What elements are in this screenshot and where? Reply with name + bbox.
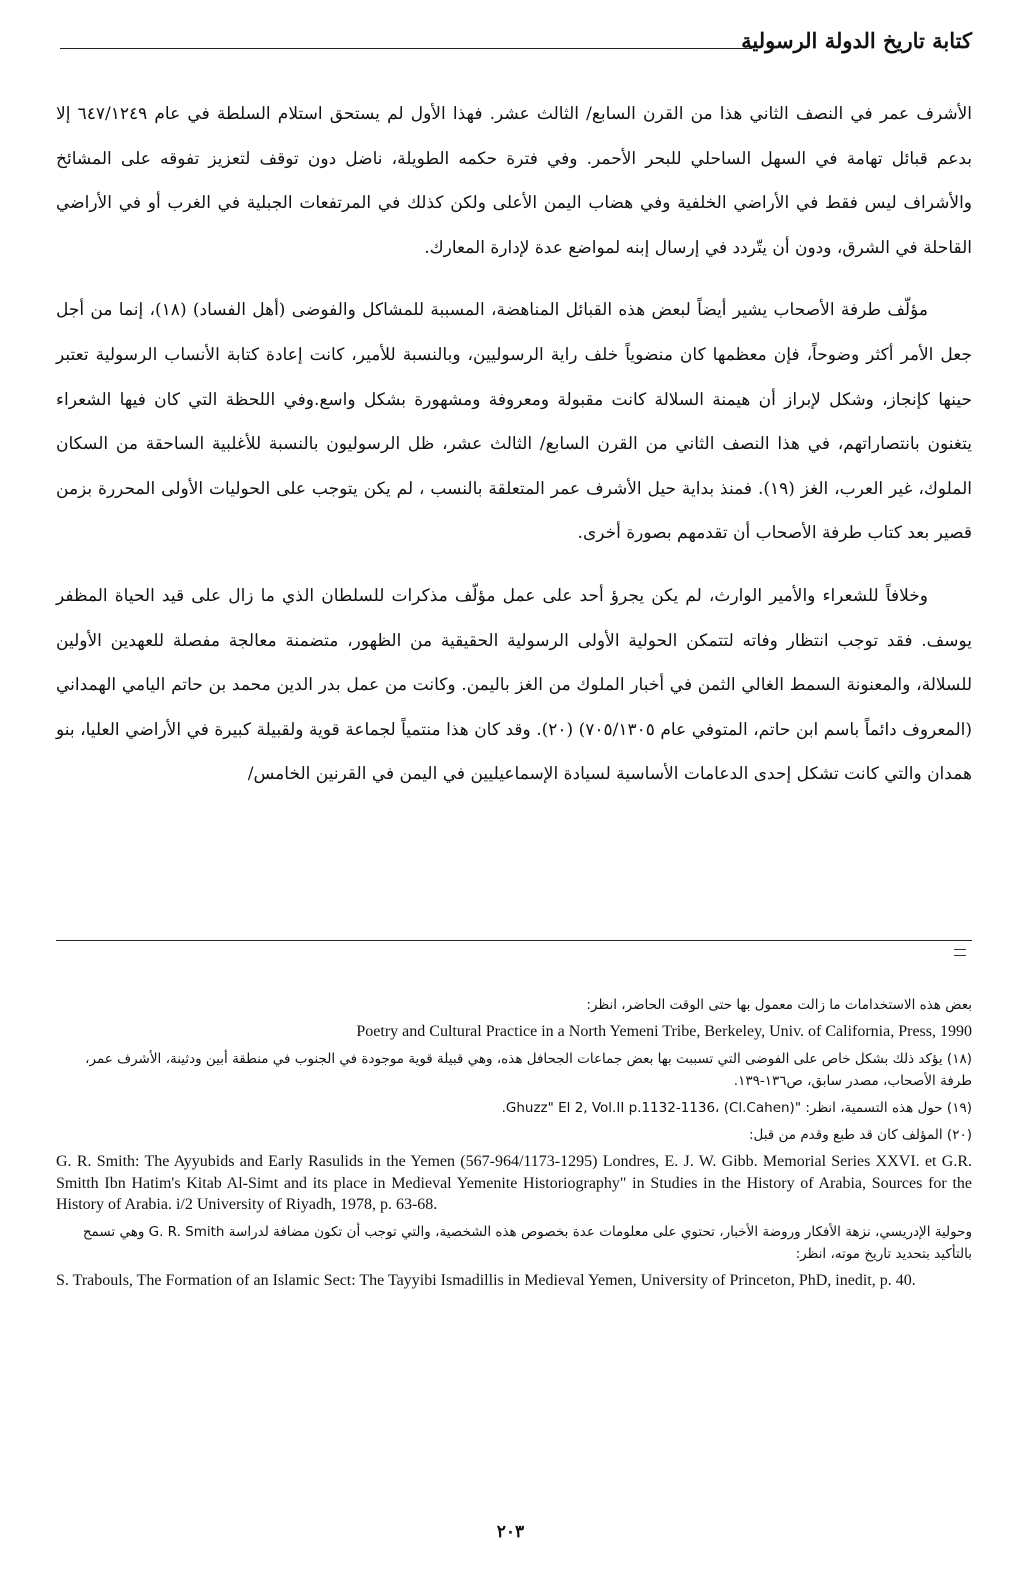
body-paragraph: مؤلّف طرفة الأصحاب يشير أيضاً لبعض هذه القبائل المناهضة، المسببة للمشاكل والفوضى (أهل الفساد) (١٨)، إنما من أجل جعل الأمر أكثر وضوحاً، فإن معظمها كان منضوياً خلف راية الرسوليين، وبالنسبة للأمير، كانت إعادة كتابة الأنساب الرسولية تعتبر حينها كإنجاز، وشكل لإبراز أن هيمنة السلالة كانت مقبولة ومعروفة ومشهورة بشكل واسع.وفي اللحظة التي كان فيها الشعراء يتغنون بانتصاراتهم، في هذا النصف الثاني من القرن السابع/ الثالث عشر، ظل الرسوليون بالنسبة للأغلبية الساحقة من السكان الملوك، غير العرب، الغز (١٩). فمنذ بداية حيل الأشرف عمر المتعلقة بالنسب ، لم يكن يتوجب على الحوليات الأولى المحررة بزمن قصير بعد كتاب طرفة الأصحاب أن تقدمهم بصورة أخرى. (56, 300, 972, 544)
footnote-18: (١٨) يؤكد ذلك بشكل خاص على الفوضى التي تسببت بها بعض جماعات الجحافل هذه، وهي قبيلة قوية موجودة في الجنوب في منطقة أبين ودثينة، الأشرف عمر، طرفة الأصحاب، مصدر سابق، ص١٣٦-١٣٩. (85, 1051, 972, 1089)
main-text (56, 92, 972, 815)
footnote-citation: S. Trabouls, The Formation of an Islamic Sect: The Tayyibi Ismadillis in Medieval Yemen, University of Princeton, PhD, inedit, p. 40. (56, 1271, 916, 1289)
footnote-line: وحولية الإدريسي، نزهة الأفكار وروضة الأخبار، تحتوي على معلومات عدة بخصوص هذه الشخصية، والتي توجب أن تكون مضافة لدراسة G. R. Smith وهي تسمح بالتأكيد بتحديد تاريخ موته، انظر: (82, 1223, 972, 1262)
body-paragraph: الأشرف عمر في النصف الثاني هذا من القرن السابع/ الثالث عشر. فهذا الأول لم يستحق استلام السلطة في عام ٦٤٧/١٢٤٩ إلا بدعم قبائل تهامة في السهل الساحلي للبحر الأحمر. وفي فترة حكمه الطويلة، ناضل دون توقف لتعزيز تفوقه على المشائخ والأشراف ليس فقط في الأراضي الخلفية وفي هضاب اليمن الأعلى ولكن كذلك في المرتفعات الجبلية في الغرب أو في الأراضي القاحلة في الشرق، ودون أن يتّردد في إرسال إبنه لمواضع عدة لإدارة المعارك. (56, 104, 973, 258)
header-rule (60, 48, 752, 49)
footnote-line: Poetry and Cultural Practice in a North Yemeni Tribe, Berkeley, Univ. of California, Press, 1990 (356, 1023, 972, 1040)
body-paragraph: وخلافاً للشعراء والأمير الوارث، لم يكن يجرؤ أحد على عمل مؤلّف مذكرات للسلطان الذي ما زال على قيد الحياة المظفر يوسف. فقد توجب انتظار وفاته لتتمكن الحولية الأولى الرسولية الحقيقية من الظهور، متضمنة معالجة مفصلة للعهدين الأولين للسلالة، والمعنونة السمط الغالي الثمن في أخبار الملوك من الغز باليمن. وكانت من عمل بدر الدين محمد بن حاتم اليامي الهمداني (المعروف دائماً باسم ابن حاتم، المتوفي عام ٧٠٥/١٣٠٥) (٢٠). وقد كان هذا منتمياً لجماعة قوية ولقبيلة كبيرة في الأراضي العليا، بنو همدان والتي كانت تشكل إحدى الدعامات الأساسية لسيادة الإسماعيليين في اليمن في القرنين الخامس/ (56, 585, 973, 785)
separator-mark (954, 949, 966, 956)
footnotes (56, 994, 972, 1296)
footnote-19: (١٩) حول هذه التسمية، انظر: "Ghuzz" El 2, Vol.II p.1132-1136، (Cl.Cahen). (501, 1100, 972, 1116)
footnote-separator (56, 940, 972, 941)
running-header (60, 28, 972, 68)
footnote-line: بعض هذه الاستخدامات ما زالت معمول بها حتى الوقت الحاضر، انظر: (586, 997, 972, 1013)
page-number: ٢٠٣ (496, 1522, 525, 1542)
footnote-citation: G. R. Smith: The Ayyubids and Early Rasulids in the Yemen (567-964/1173-1295) Londres, E. J. W. Gibb. Memorial Series XXVI. et G.R. Smitth Ibn Hatim's Kitab Al-Simt and its place in Medieval Yemenite Historiography" in Studies in the History of Arabia, Sources for the History of Arabia. i/2 University of Riyadh, 1978, p. 63-68. (56, 1153, 972, 1213)
running-title: كتابة تاريخ الدولة الرسولية (741, 28, 972, 53)
footnote-20: (٢٠) المؤلف كان قد طبع وقدم من قبل: (748, 1127, 972, 1143)
